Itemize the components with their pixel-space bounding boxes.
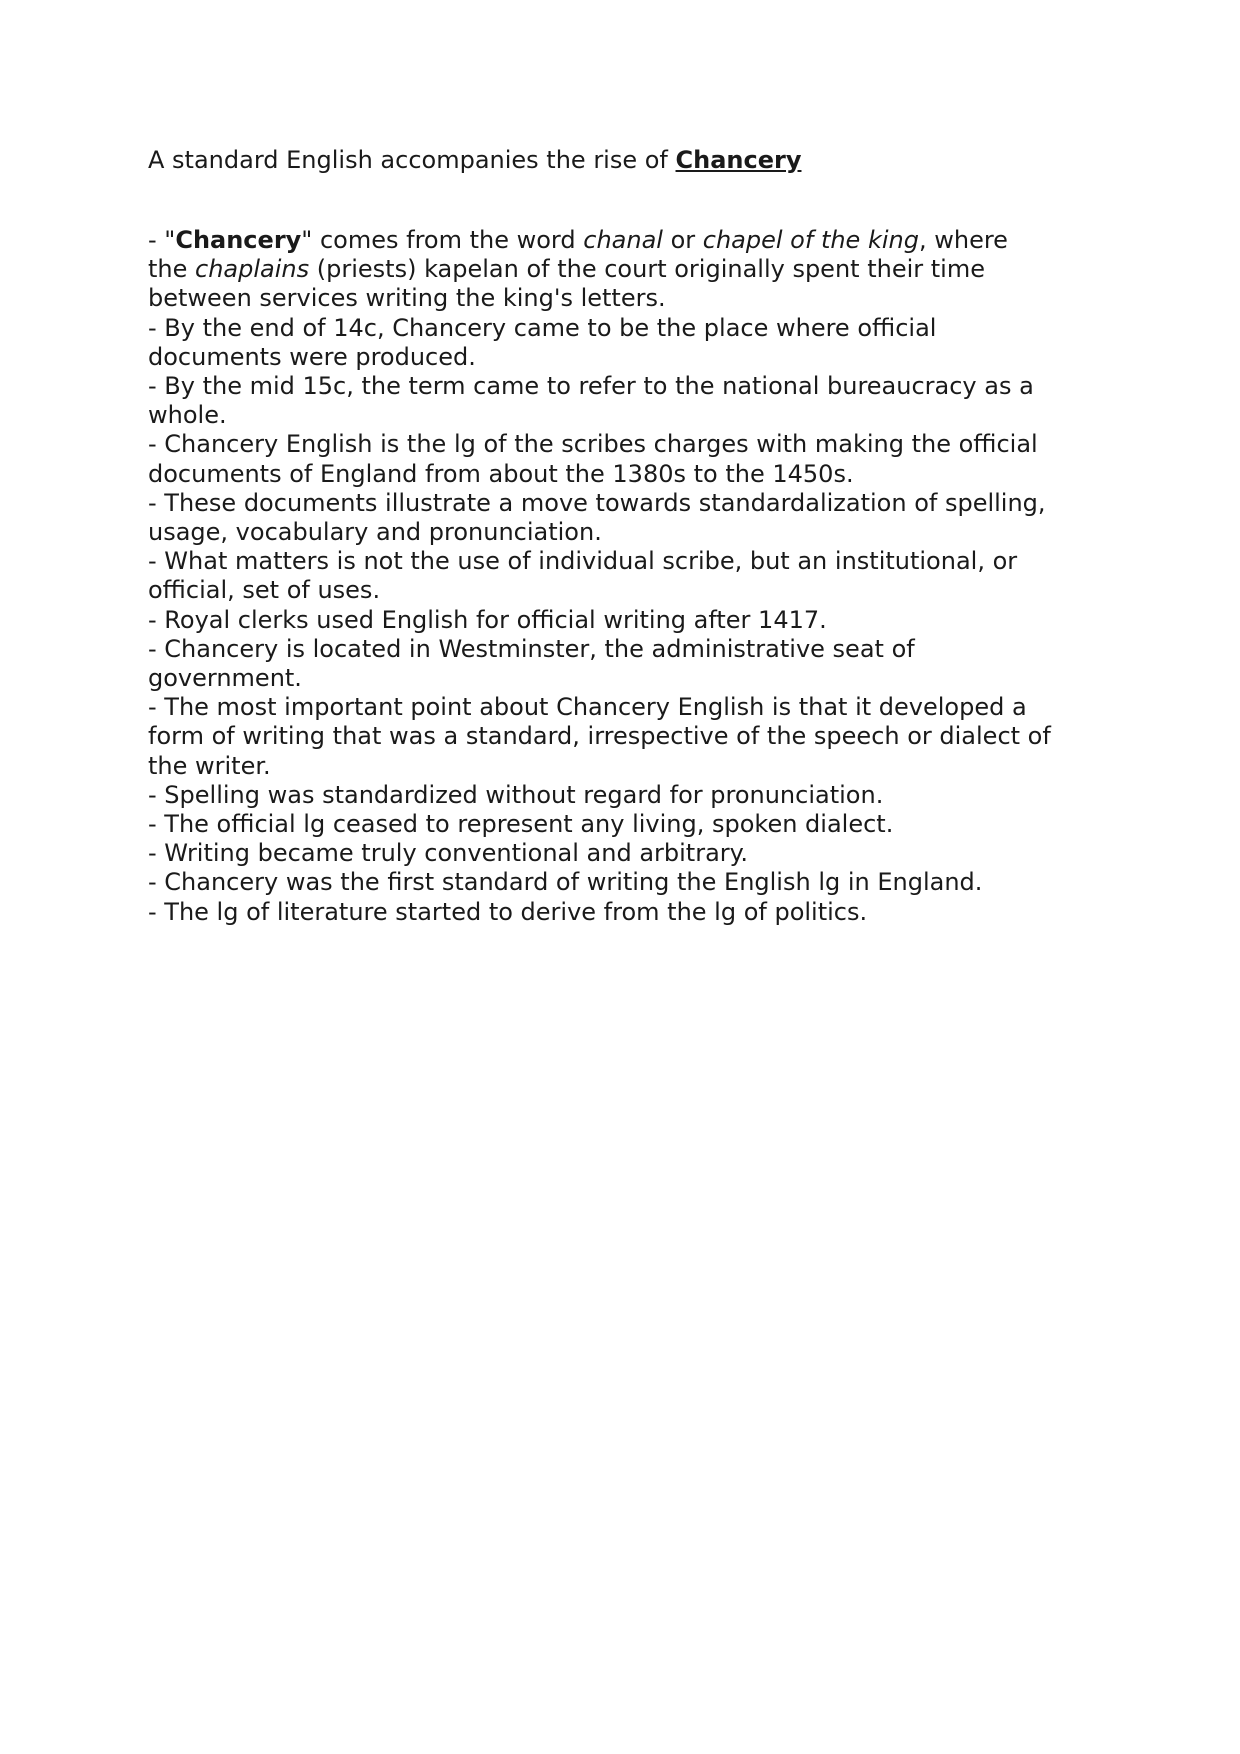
body-line bbox=[148, 255, 1108, 284]
body-line: - The lg of literature started to derive from the lg of politics. bbox=[148, 897, 868, 926]
intro-term: Chancery bbox=[175, 226, 302, 254]
body-line: between services writing the king's letters. bbox=[148, 284, 666, 313]
body-line: - The most important point about Chancery English is that it developed a bbox=[148, 693, 1027, 722]
body-line: the writer. bbox=[148, 751, 271, 780]
intro-word-chapel: chapel of the king bbox=[702, 226, 919, 254]
intro-word-chanal: chanal bbox=[583, 226, 663, 254]
body-line: - What matters is not the use of individual scribe, but an institutional, or bbox=[148, 547, 1018, 576]
intro-line2-prefix: the bbox=[148, 255, 196, 284]
title-prefix: A standard English accompanies the rise of bbox=[148, 146, 676, 174]
intro-lead: - " bbox=[148, 226, 176, 254]
body-line: - Writing became truly conventional and arbitrary. bbox=[148, 839, 749, 868]
body-line bbox=[148, 226, 1108, 255]
intro-after-term: " comes from the word bbox=[301, 226, 584, 254]
body-line: - The official lg ceased to represent any living, spoken dialect. bbox=[148, 810, 894, 839]
body-line: - Spelling was standardized without regard for pronunciation. bbox=[148, 780, 884, 809]
intro-where: , where bbox=[918, 226, 1008, 254]
body-line: - Chancery was the first standard of writing the English lg in England. bbox=[148, 868, 983, 897]
body-line: - Royal clerks used English for official writing after 1417. bbox=[148, 605, 827, 634]
document-title bbox=[148, 145, 1108, 175]
body-line: documents of England from about the 1380s to the 1450s. bbox=[148, 459, 854, 488]
body-line: official, set of uses. bbox=[148, 576, 381, 605]
body-line: - Chancery is located in Westminster, the administrative seat of bbox=[148, 634, 915, 663]
body-line: whole. bbox=[148, 401, 227, 430]
body-line: - By the mid 15c, the term came to refer to the national bureaucracy as a bbox=[148, 372, 1034, 401]
body-line: documents were produced. bbox=[148, 342, 476, 371]
intro-or: or bbox=[662, 226, 703, 254]
intro-word-chaplains: chaplains bbox=[195, 255, 310, 284]
body-line: government. bbox=[148, 664, 302, 693]
body-line: - By the end of 14c, Chancery came to be the place where official bbox=[148, 313, 937, 342]
body-line: - Chancery English is the lg of the scribes charges with making the official bbox=[148, 430, 1038, 459]
body-line: form of writing that was a standard, irrespective of the speech or dialect of bbox=[148, 722, 1051, 751]
body-line: usage, vocabulary and pronunciation. bbox=[148, 518, 602, 547]
title-emphasis: Chancery bbox=[675, 146, 802, 174]
body-line: - These documents illustrate a move towards standardalization of spelling, bbox=[148, 488, 1046, 517]
intro-line2-suffix: (priests) kapelan of the court originally spent their time bbox=[309, 255, 985, 284]
document-body bbox=[148, 226, 1108, 927]
